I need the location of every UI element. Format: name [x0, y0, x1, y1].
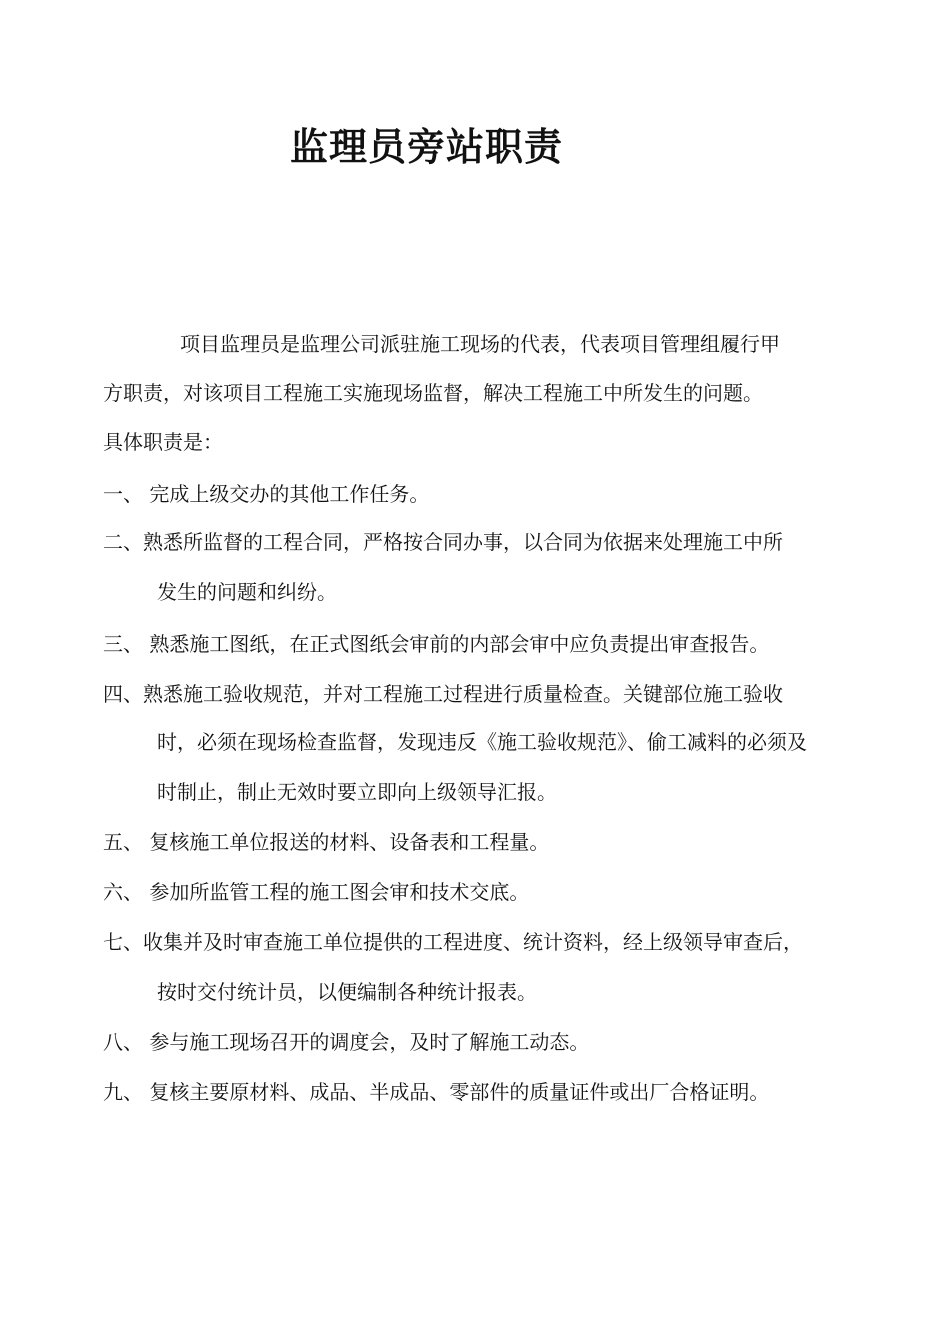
- duty-item-5: 五、 复核施工单位报送的材料、设备表和工程量。: [103, 830, 550, 854]
- duty-item-2-continuation: 发生的问题和纠纷。: [157, 580, 337, 604]
- intro-line-2: 方职责，对该项目工程施工实施现场监督，解决工程施工中所发生的问题。: [103, 381, 763, 405]
- duty-item-3: 三、 熟悉施工图纸，在正式图纸会审前的内部会审中应负责提出审查报告。: [103, 632, 770, 656]
- duty-item-1: 一、 完成上级交办的其他工作任务。: [103, 482, 430, 506]
- duty-item-7-continuation: 按时交付统计员，以便编制各种统计报表。: [157, 980, 537, 1004]
- duty-item-4-continuation-2: 时制止，制止无效时要立即向上级领导汇报。: [157, 780, 557, 804]
- duty-item-8: 八、 参与施工现场召开的调度会，及时了解施工动态。: [103, 1030, 590, 1054]
- duties-heading: 具体职责是：: [103, 430, 223, 454]
- page-title: 监理员旁站职责: [290, 125, 564, 169]
- duty-item-2: 二、熟悉所监督的工程合同，严格按合同办事，以合同为依据来处理施工中所: [103, 530, 783, 554]
- intro-line-1: 项目监理员是监理公司派驻施工现场的代表，代表项目管理组履行甲: [180, 332, 780, 356]
- duty-item-4: 四、熟悉施工验收规范，并对工程施工过程进行质量检查。关键部位施工验收: [103, 682, 783, 706]
- duty-item-9: 九、 复核主要原材料、成品、半成品、零部件的质量证件或出厂合格证明。: [103, 1080, 770, 1104]
- duty-item-6: 六、 参加所监管工程的施工图会审和技术交底。: [103, 880, 530, 904]
- duty-item-4-continuation-1: 时，必须在现场检查监督，发现违反《施工验收规范》、偷工减料的必须及: [157, 730, 807, 754]
- duty-item-7: 七、收集并及时审查施工单位提供的工程进度、统计资料，经上级领导审查后，: [103, 930, 803, 954]
